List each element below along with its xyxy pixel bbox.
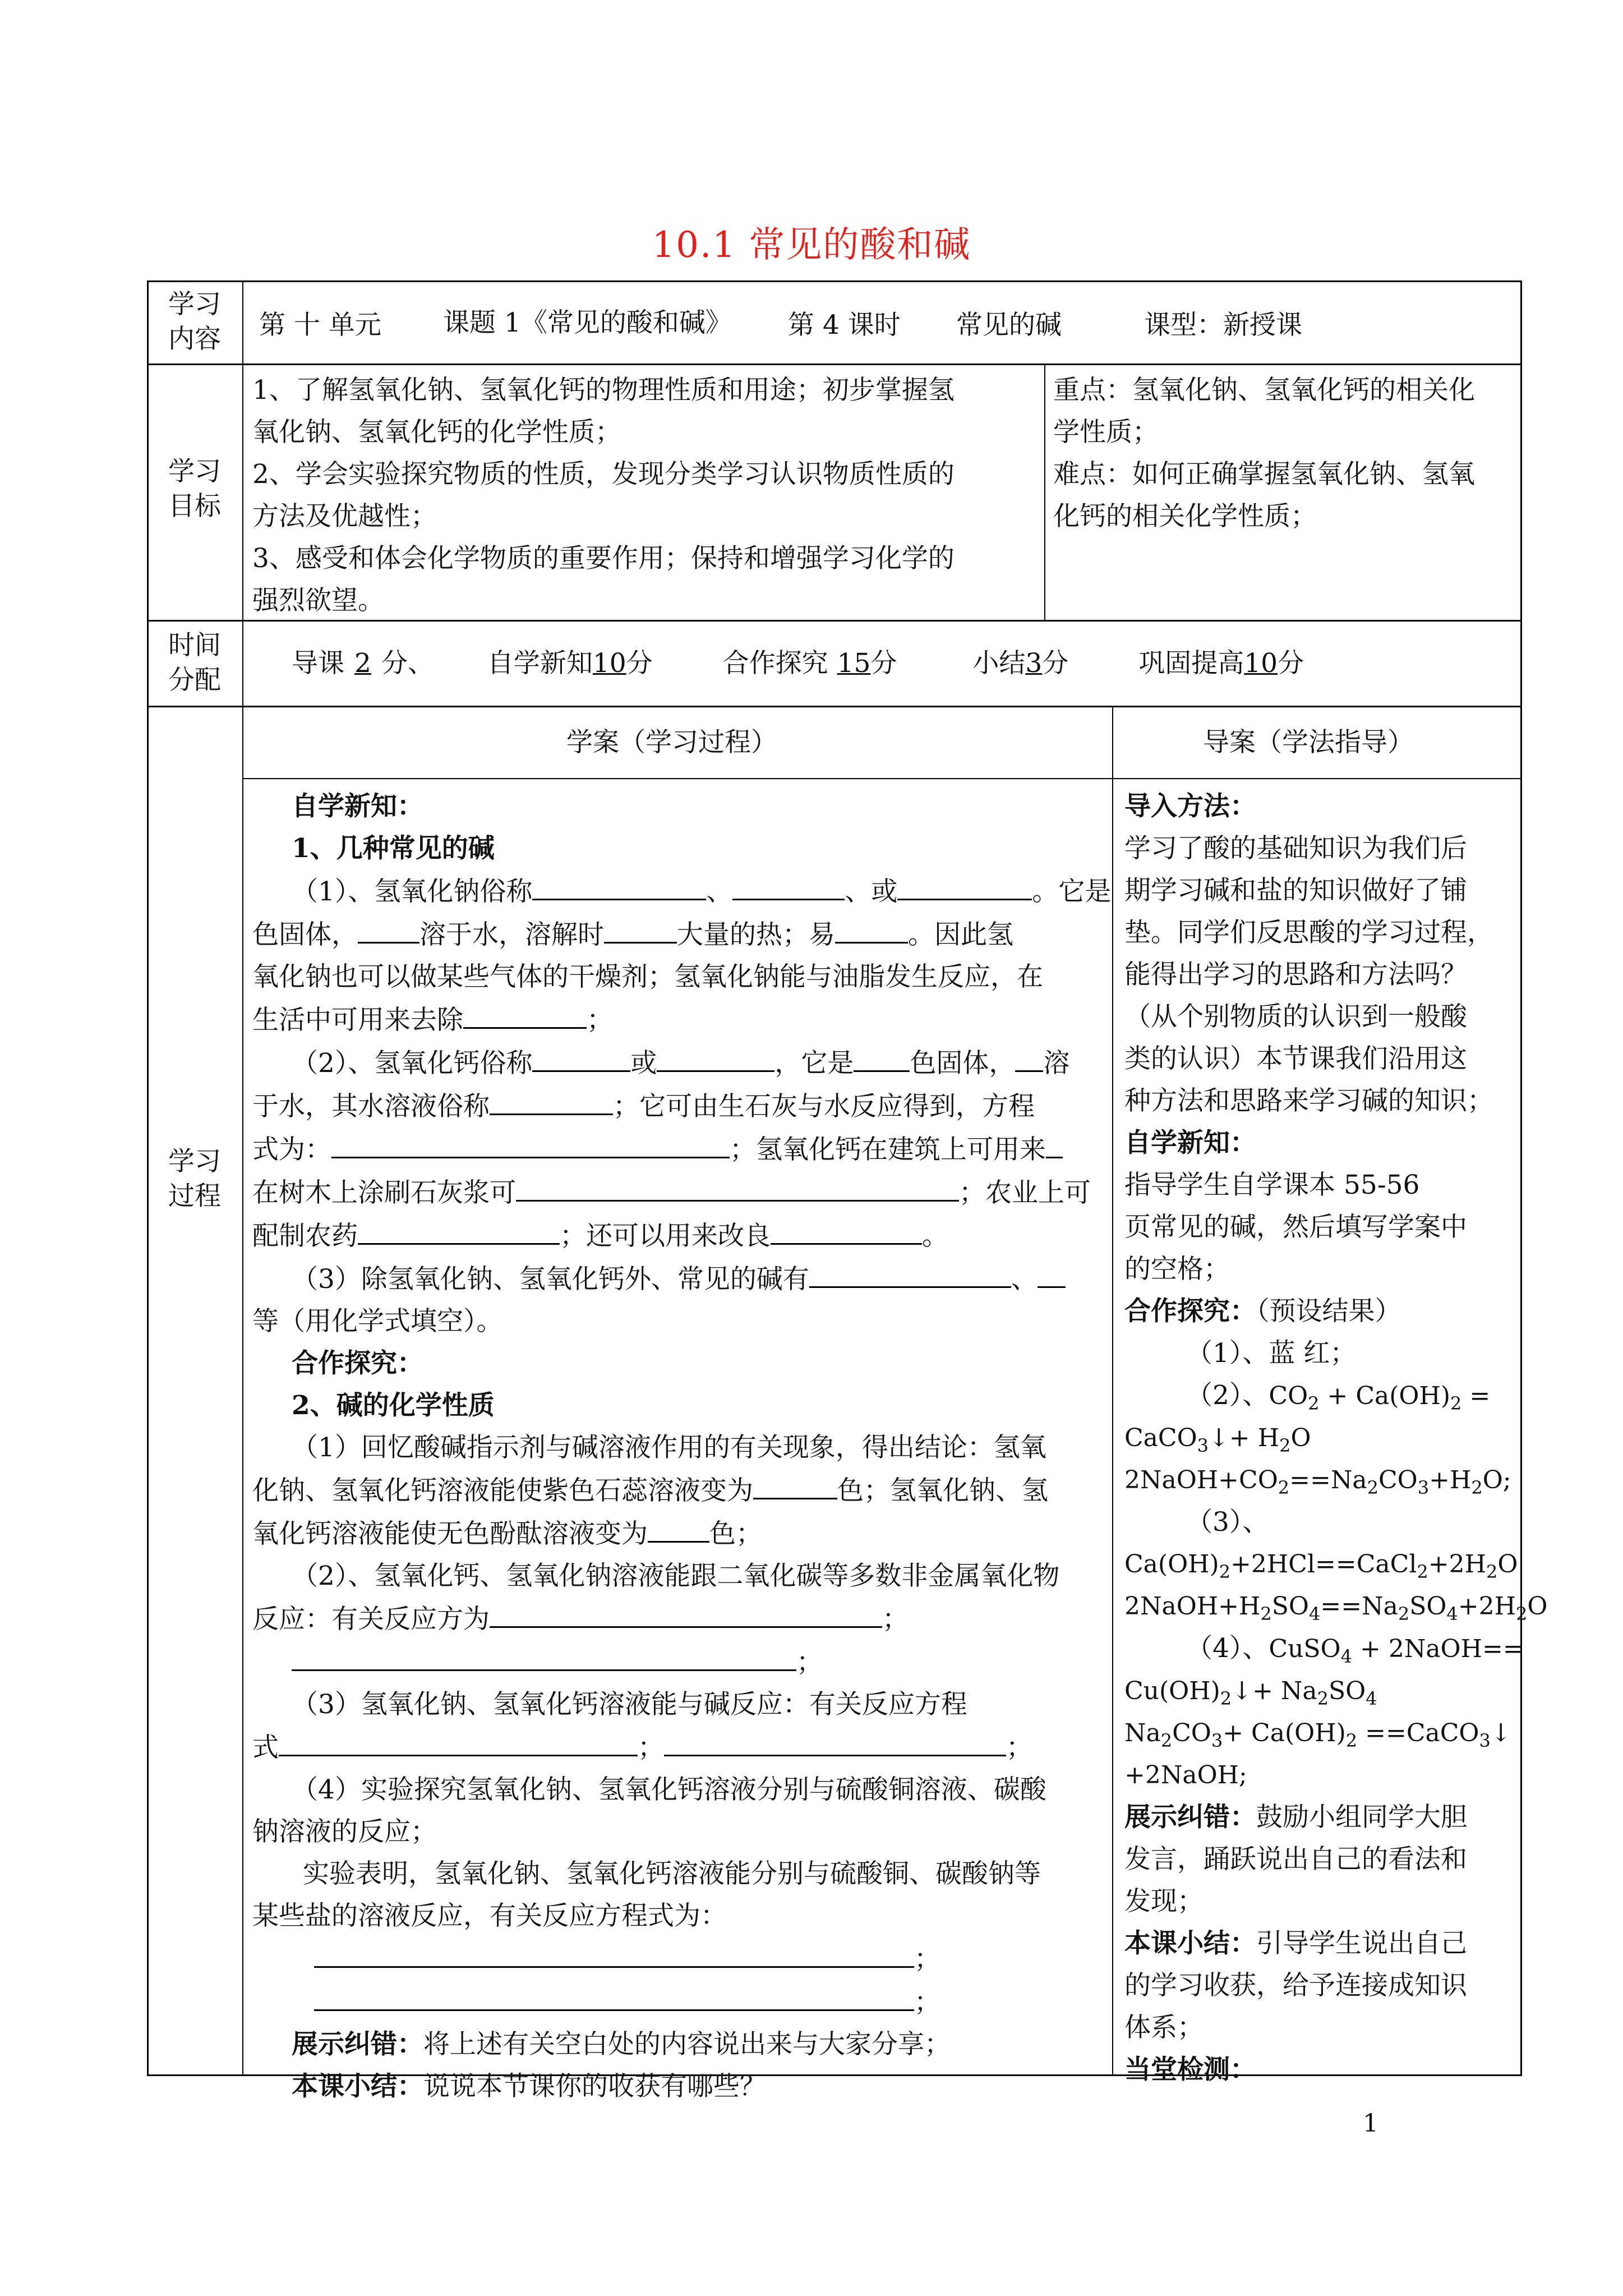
- row-label-time: 时间 分配: [168, 630, 221, 696]
- page-number: 1: [1363, 2109, 1378, 2138]
- goals-key-points: 重点：氢氧化钠、氢氧化钙的相关化 学性质； 难点：如何正确掌握氢氧化钠、氢氧 化钙的相关化学性质；: [1053, 375, 1475, 532]
- content-type: 课型：新授课: [1144, 310, 1302, 341]
- row-label-content: 学习 内容: [168, 289, 221, 355]
- goals-objectives: 1、了解氢氧化钠、氢氧化钙的物理性质和用途；初步掌握氢 氧化钠、氢氧化钙的化学性质； 2、学会实验探究物质的性质，发现分类学习认识物质性质的 方法及优越性； 3、感受和体会化学物质的重要作用；保持和增强学习化学的 强烈欲望。: [252, 375, 955, 616]
- header-left: 学案（学习过程）: [566, 727, 777, 758]
- time-allocation: 导课 2 分、 自学新知10分 合作探究 15分 小结3分 巩固提高10分: [292, 648, 1304, 679]
- right-guidance: 导入方法： 学习了酸的基础知识为我们后 期学习碱和盐的知识做好了铺 垫。同学们反思酸的学习过程， 能得出学习的思路和方法吗？ （从个别物质的认识到一般酸 类的认识）本节课我们沿用这 种方法和思路来学习碱的知识； 自学新知： 指导学生自学课本 55-56 页常见的碱，然后填写学案中 的空格； 合作探究：（预设结果） （1）、蓝 红； （2）、$CO_2 + Ca(OH)_2$ = CaCO$_3$↓+ $H_2O$ $2NaOH+CO_2==Na_2CO_3+H_2O$; （3）、 $Ca(OH)_2+2HCl==CaCl_2+2H_2O$ $2NaOH+H_2SO_4==Na_2SO_4+2H_2O$ （4）、CuSO$_4$ + 2NaOH== $Cu(OH)_2↓+ Na_2SO_4$ $Na_2CO_3+ Ca(OH)_2$ ==CaCO$_3$↓ +2NaOH; 展示纠错：鼓励小组同学大胆 发言，踊跃说出自己的看法和 发现； 本课小结：引导学生说出自己 的学习收获，给予连接成知识 体系； 当堂检测：: [1124, 791, 1548, 2085]
- content-unit: 第 十 单元: [259, 310, 381, 341]
- left-process: 自学新知： 1、几种常见的碱 （1）、氢氧化钠俗称 、 、或 。它是 色固体， 溶于水，溶解时 大量的热；易 。因此氢 氧化钠也可以做某些气体的干燥剂；氢氧化钠能与油脂发生反应，在 生活中可用来去除 ； （2）、氢氧化钙俗称 或 ，它是 色固体， 溶 于水，其水溶液俗称 ；它可由生石灰与水反应得到，方程 式为： ；氢氧化钙在建筑上可用来 在树木上涂刷石灰浆可 ；农业上可 配制农药 ；还可以用来改良 。 （3）除氢氧化钠、氢氧化钙外、常见的碱有 、 等（用化学式填空）。 合作探究： 2、碱的化学性质 （1）回忆酸碱指示剂与碱溶液作用的有关现象，得出结论：氢氧 化钠、氢氧化钙溶液能使紫色石蕊溶液变为 色；氢氧化钠、氢 氧化钙溶液能使无色酚酞溶液变为 色； （2）、氢氧化钙、氢氧化钠溶液能跟二氧化碳等多数非金属氧化物 反应：有关反应方为 ； ； （3）氢氧化钠、氢氧化钙溶液能与碱反应：有关反应方程 式 ； ； （4）实验探究氢氧化钠、氢氧化钙溶液分别与硫酸铜溶液、碳酸 钠溶液的反应； 实验表明，氢氧化钠、氢氧化钙溶液能分别与硫酸铜、碳酸钠等 某些盐的溶液反应，有关反应方程式为： ； ； 展示纠错：将上述有关空白处的内容说出来与大家分享； 本课小结：说说本节课你的收获有哪些？: [252, 791, 1112, 2102]
- content-topic: 常见的碱: [956, 310, 1062, 341]
- row-label-process: 学习 过程: [168, 1146, 221, 1212]
- eq-co2: （2）、$CO_2 + Ca(OH)_2$ =: [1186, 1380, 1491, 1414]
- row-label-goals: 学习 目标: [168, 456, 221, 522]
- content-lesson: 课题 1《常见的酸和碱》: [443, 307, 732, 338]
- content-period: 第 4 课时: [788, 310, 901, 341]
- header-right: 导案（学法指导）: [1203, 727, 1414, 758]
- page-title: 10.1 常见的酸和碱: [652, 224, 971, 266]
